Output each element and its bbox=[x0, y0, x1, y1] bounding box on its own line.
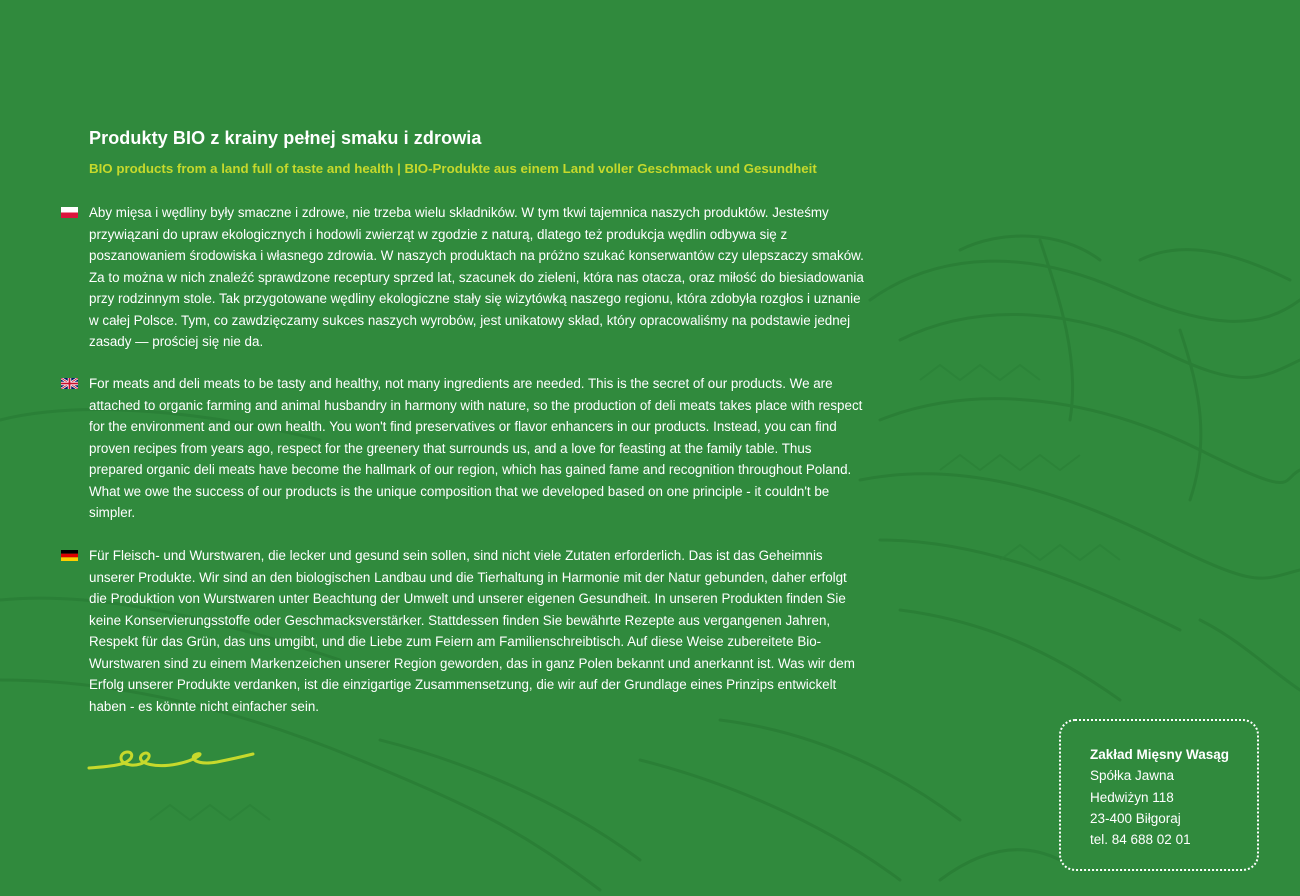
paragraph-german: Für Fleisch- und Wurstwaren, die lecker und gesund sein sollen, sind nicht viele Zutaten erforderlich. Das ist das Geheimnis unserer Produkte. Wir sind an den biologischen Landbau und die Tierhaltung in Harmonie mit der Natur gebunden, daher erfolgt die Produktion von Wurstwaren unter Beachtung der Umwelt und unserer eigenen Gesundheit. In unseren Produkten finden Sie keine Konservierungsstoffe oder Geschmacksverstärker. Stattdessen finden Sie bewährte Rezepte aus vergangenen Jahren, Respekt für das Grün, das uns umgibt, und die Liebe zum Feiern am Familienschreibtisch. Auf diese Weise zubereitete Bio-Wurstwaren sind zu einem Markenzeichen unserer Region geworden, das in ganz Polen bekannt und anerkannt ist. Was wir dem Erfolg unserer Produkte verdanken, ist die einzigartige Zusammensetzung, die wir auf der Grundlage eines Prinzips entwickelt haben - es könnte nicht einfacher sein. bbox=[89, 548, 855, 714]
page-title: Produkty BIO z krainy pełnej smaku i zdrowia bbox=[89, 128, 482, 148]
decorative-squiggle bbox=[87, 744, 257, 774]
company-address bbox=[1090, 744, 1229, 850]
paragraph-english: For meats and deli meats to be tasty and healthy, not many ingredients are needed. This is the secret of our products. We are attached to organic farming and animal husbandry in harmony with nature, so the production of deli meats takes place with respect for the environment and our own health. You won't find preservatives or flavor enhancers in our products. Instead, you can find proven recipes from years ago, respect for the greenery that surrounds us, and a love for feasting at the family table. Thus prepared organic deli meats have become the hallmark of our region, which has gained fame and recognition throughout Poland. What we owe the success of our products is the unique composition that we developed based on one principle - it couldn't be simpler. bbox=[89, 376, 863, 520]
company-name: Zakład Mięsny Wasąg bbox=[1090, 747, 1230, 762]
poland-flag-icon bbox=[61, 207, 78, 218]
phone-number: tel. 84 688 02 01 bbox=[1090, 832, 1191, 848]
page-subtitle: BIO products from a land full of taste and health | BIO-Produkte aus einem Land voller Geschmack und Gesundheit bbox=[89, 161, 817, 176]
address-city: 23-400 Biłgoraj bbox=[1090, 810, 1181, 826]
paragraph-polish: Aby mięsa i wędliny były smaczne i zdrowe, nie trzeba wielu składników. W tym tkwi tajemnica naszych produktów. Jesteśmy przywiązani do upraw ekologicznych i hodowli zwierząt w zgodzie z naturą, dlatego też produkcja wędlin odbywa się z poszanowaniem środowiska i własnego zdrowia. W naszych produktach na próżno szukać konserwantów czy ulepszaczy smaków. Za to można w nich znaleźć sprawdzone receptury sprzed lat, szacunek do zieleni, która nas otacza, oraz miłość do biesiadowania przy rodzinnym stole. Tak przygotowane wędliny ekologiczne stały się wizytówką naszego regionu, która zdobyła rozgłos i uznanie w całej Polsce. Tym, co zawdzięczamy sukces naszych wyrobów, jest unikatowy skład, który opracowaliśmy na podstawie jednej zasady — prościej się nie da. bbox=[89, 205, 864, 349]
company-legal-form: Spółka Jawna bbox=[1090, 768, 1175, 784]
uk-flag-icon bbox=[61, 378, 78, 389]
address-street: Hedwiżyn 118 bbox=[1090, 789, 1174, 805]
germany-flag-icon bbox=[61, 550, 78, 561]
